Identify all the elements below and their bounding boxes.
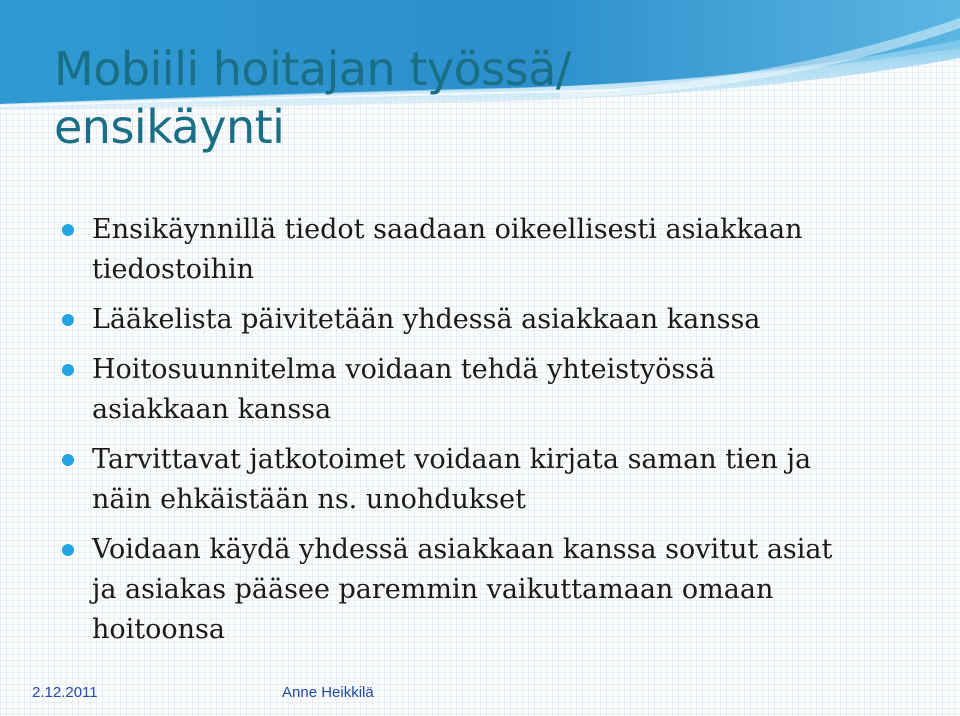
- bullet-text-line: hoitoonsa: [92, 614, 225, 645]
- slide-title: [54, 40, 914, 156]
- bullet-item: [58, 350, 918, 430]
- bullet-text-line: Hoitosuunnitelma voidaan tehdä yhteistyössä: [92, 354, 716, 385]
- bullet-text-line: Lääkelista päivitetään yhdessä asiakkaan kanssa: [92, 304, 761, 335]
- footer-author: Anne Heikkilä: [282, 684, 374, 701]
- bullet-text-line: tiedostoihin: [92, 254, 255, 285]
- bullet-text-line: Ensikäynnillä tiedot saadaan oikeellisesti asiakkaan: [92, 214, 803, 245]
- bullet-dot-icon: [62, 544, 74, 556]
- bullet-text-line: Voidaan käydä yhdessä asiakkaan kanssa sovitut asiat: [92, 534, 833, 565]
- bullet-text-line: asiakkaan kanssa: [92, 394, 332, 425]
- bullet-item: [58, 300, 918, 340]
- bullet-dot-icon: [62, 364, 74, 376]
- bullet-item: [58, 440, 918, 520]
- bullet-dot-icon: [62, 314, 74, 326]
- bullet-dot-icon: [62, 224, 74, 236]
- bullet-item: [58, 210, 918, 290]
- bullet-list: [58, 210, 918, 660]
- slide-title-line-2: ensikäynti: [54, 100, 285, 154]
- bullet-text-line: Tarvittavat jatkotoimet voidaan kirjata saman tien ja: [92, 444, 812, 475]
- slide-title-line-1: Mobiili hoitajan työssä/: [54, 42, 571, 96]
- footer-date: 2.12.2011: [32, 684, 98, 701]
- bullet-text-line: ja asiakas pääsee paremmin vaikuttamaan omaan: [92, 574, 774, 605]
- bullet-item: [58, 530, 918, 650]
- bullet-dot-icon: [62, 454, 74, 466]
- bullet-text-line: näin ehkäistään ns. unohdukset: [92, 484, 526, 515]
